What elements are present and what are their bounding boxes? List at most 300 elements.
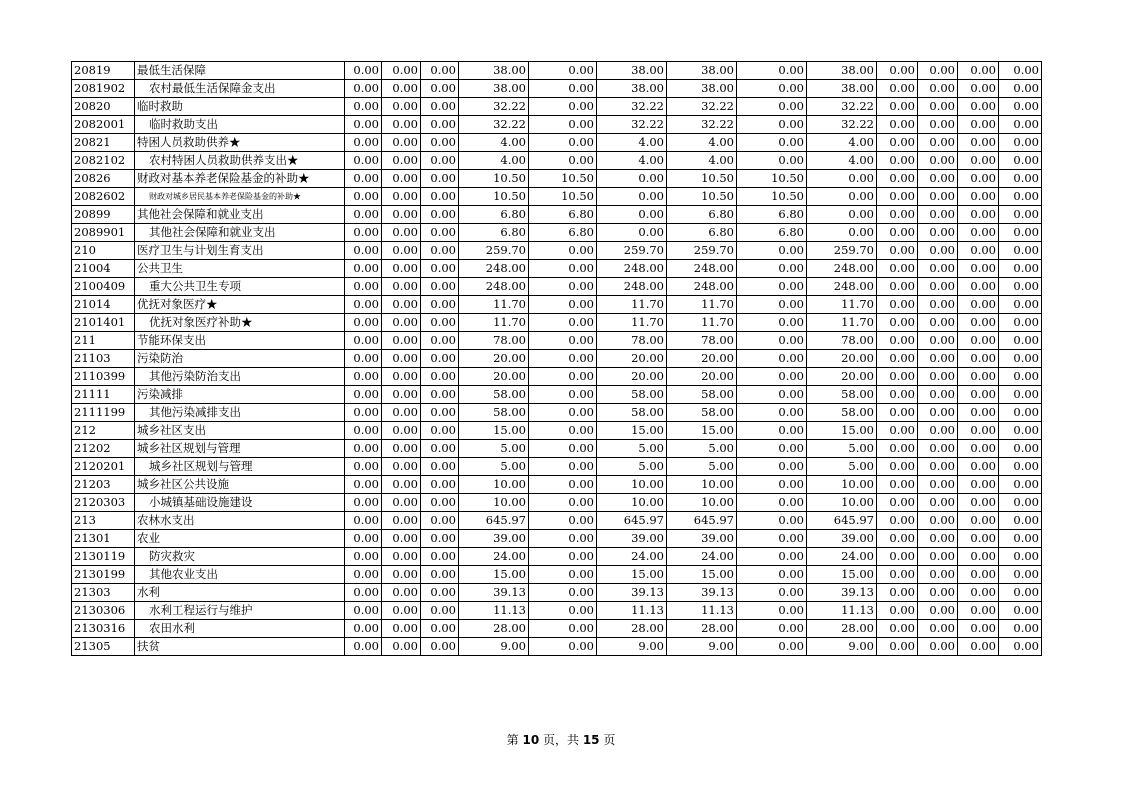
amount-cell: 0.00 [918,638,958,656]
amount-cell: 0.00 [345,584,382,602]
amount-cell: 0.00 [421,566,459,584]
amount-cell: 0.00 [529,602,597,620]
amount-cell: 9.00 [459,638,529,656]
table-row [72,134,1042,152]
amount-cell: 259.70 [807,242,877,260]
amount-cell: 0.00 [877,602,918,620]
amount-cell: 58.00 [667,386,737,404]
amount-cell: 0.00 [877,440,918,458]
amount-cell: 0.00 [737,512,807,530]
amount-cell: 0.00 [737,548,807,566]
amount-cell: 0.00 [529,350,597,368]
amount-cell: 0.00 [345,494,382,512]
amount-cell: 10.50 [529,188,597,206]
budget-table [71,61,1042,656]
amount-cell: 0.00 [958,98,999,116]
amount-cell: 0.00 [382,548,421,566]
amount-cell: 39.13 [597,584,667,602]
amount-cell: 0.00 [918,422,958,440]
subject-code-cell: 21103 [72,350,135,368]
amount-cell: 0.00 [421,476,459,494]
amount-cell: 0.00 [999,530,1042,548]
amount-cell: 0.00 [877,170,918,188]
amount-cell: 0.00 [958,548,999,566]
amount-cell: 0.00 [999,260,1042,278]
amount-cell: 32.22 [667,116,737,134]
subject-code-cell: 21014 [72,296,135,314]
subject-code-cell: 2130316 [72,620,135,638]
amount-cell: 11.70 [597,296,667,314]
amount-cell: 0.00 [421,224,459,242]
amount-cell: 0.00 [918,332,958,350]
subject-code-cell: 21303 [72,584,135,602]
amount-cell: 0.00 [529,638,597,656]
amount-cell: 20.00 [667,350,737,368]
amount-cell: 38.00 [459,62,529,80]
amount-cell: 0.00 [918,80,958,98]
amount-cell: 0.00 [958,512,999,530]
amount-cell: 0.00 [421,116,459,134]
amount-cell: 0.00 [958,368,999,386]
amount-cell: 11.70 [459,296,529,314]
amount-cell: 0.00 [737,260,807,278]
amount-cell: 0.00 [958,386,999,404]
amount-cell: 11.70 [667,296,737,314]
amount-cell: 0.00 [958,188,999,206]
table-row [72,170,1042,188]
amount-cell: 0.00 [999,566,1042,584]
amount-cell: 0.00 [382,638,421,656]
amount-cell: 0.00 [918,278,958,296]
amount-cell: 0.00 [345,476,382,494]
amount-cell: 28.00 [459,620,529,638]
amount-cell: 0.00 [999,314,1042,332]
amount-cell: 0.00 [877,332,918,350]
amount-cell: 248.00 [807,278,877,296]
amount-cell: 15.00 [459,422,529,440]
amount-cell: 0.00 [958,566,999,584]
amount-cell: 0.00 [382,98,421,116]
amount-cell: 0.00 [737,278,807,296]
amount-cell: 0.00 [999,242,1042,260]
amount-cell: 39.00 [667,530,737,548]
amount-cell: 0.00 [999,512,1042,530]
amount-cell: 4.00 [667,134,737,152]
amount-cell: 10.00 [807,476,877,494]
amount-cell: 0.00 [382,512,421,530]
subject-name-cell: 扶贫 [135,638,345,656]
amount-cell: 0.00 [345,296,382,314]
amount-cell: 32.22 [667,98,737,116]
amount-cell: 6.80 [667,224,737,242]
amount-cell: 0.00 [918,368,958,386]
amount-cell: 0.00 [529,386,597,404]
subject-code-cell: 2130306 [72,602,135,620]
amount-cell: 0.00 [958,458,999,476]
amount-cell: 0.00 [421,548,459,566]
subject-name-cell: 防灾救灾 [135,548,345,566]
amount-cell: 0.00 [958,422,999,440]
amount-cell: 32.22 [807,116,877,134]
amount-cell: 0.00 [421,278,459,296]
amount-cell: 0.00 [737,350,807,368]
amount-cell: 0.00 [421,188,459,206]
amount-cell: 15.00 [667,422,737,440]
amount-cell: 0.00 [345,314,382,332]
amount-cell: 0.00 [345,566,382,584]
amount-cell: 248.00 [597,260,667,278]
amount-cell: 0.00 [382,80,421,98]
amount-cell: 0.00 [345,80,382,98]
amount-cell: 0.00 [382,188,421,206]
subject-code-cell: 21301 [72,530,135,548]
amount-cell: 0.00 [345,242,382,260]
amount-cell: 11.13 [667,602,737,620]
amount-cell: 58.00 [667,404,737,422]
amount-cell: 10.50 [529,170,597,188]
subject-code-cell: 2100409 [72,278,135,296]
amount-cell: 0.00 [737,620,807,638]
table-row [72,296,1042,314]
amount-cell: 5.00 [807,458,877,476]
table-row [72,62,1042,80]
table-row [72,494,1042,512]
amount-cell: 11.13 [459,602,529,620]
amount-cell: 0.00 [958,620,999,638]
table-row [72,548,1042,566]
amount-cell: 0.00 [999,584,1042,602]
page-footer [0,731,1122,748]
amount-cell: 0.00 [958,584,999,602]
subject-name-cell: 临时救助 [135,98,345,116]
amount-cell: 0.00 [529,278,597,296]
amount-cell: 28.00 [807,620,877,638]
amount-cell: 0.00 [382,296,421,314]
amount-cell: 0.00 [918,224,958,242]
amount-cell: 0.00 [529,98,597,116]
amount-cell: 0.00 [529,620,597,638]
amount-cell: 0.00 [958,62,999,80]
amount-cell: 0.00 [877,224,918,242]
table-row [72,584,1042,602]
amount-cell: 0.00 [737,458,807,476]
amount-cell: 0.00 [529,368,597,386]
amount-cell: 4.00 [597,134,667,152]
amount-cell: 0.00 [918,260,958,278]
amount-cell: 0.00 [382,260,421,278]
amount-cell: 0.00 [877,206,918,224]
table-row [72,80,1042,98]
amount-cell: 0.00 [529,566,597,584]
amount-cell: 0.00 [345,332,382,350]
amount-cell: 0.00 [918,404,958,422]
amount-cell: 4.00 [807,152,877,170]
amount-cell: 0.00 [877,404,918,422]
amount-cell: 0.00 [529,404,597,422]
subject-code-cell: 2089901 [72,224,135,242]
amount-cell: 15.00 [807,422,877,440]
table-row [72,440,1042,458]
amount-cell: 0.00 [999,476,1042,494]
amount-cell: 0.00 [382,206,421,224]
subject-name-cell: 其他污染防治支出 [135,368,345,386]
amount-cell: 0.00 [918,566,958,584]
table-row [72,350,1042,368]
amount-cell: 0.00 [382,224,421,242]
amount-cell: 9.00 [597,638,667,656]
amount-cell: 0.00 [999,638,1042,656]
subject-code-cell: 20820 [72,98,135,116]
amount-cell: 0.00 [877,548,918,566]
amount-cell: 0.00 [877,350,918,368]
amount-cell: 9.00 [667,638,737,656]
amount-cell: 0.00 [421,242,459,260]
table-row [72,224,1042,242]
amount-cell: 0.00 [382,332,421,350]
amount-cell: 0.00 [877,368,918,386]
subject-name-cell: 城乡社区规划与管理 [135,440,345,458]
amount-cell: 0.00 [877,530,918,548]
amount-cell: 10.00 [667,476,737,494]
amount-cell: 0.00 [737,152,807,170]
table-row [72,422,1042,440]
amount-cell: 11.70 [597,314,667,332]
table-row [72,206,1042,224]
amount-cell: 0.00 [737,134,807,152]
amount-cell: 0.00 [737,386,807,404]
amount-cell: 15.00 [807,566,877,584]
amount-cell: 5.00 [597,458,667,476]
amount-cell: 0.00 [877,512,918,530]
amount-cell: 0.00 [737,296,807,314]
amount-cell: 39.13 [667,584,737,602]
amount-cell: 24.00 [807,548,877,566]
amount-cell: 0.00 [877,260,918,278]
amount-cell: 0.00 [737,242,807,260]
amount-cell: 0.00 [737,368,807,386]
amount-cell: 0.00 [958,404,999,422]
amount-cell: 0.00 [918,116,958,134]
amount-cell: 6.80 [737,206,807,224]
amount-cell: 0.00 [382,386,421,404]
amount-cell: 0.00 [597,188,667,206]
amount-cell: 0.00 [877,296,918,314]
amount-cell: 0.00 [999,620,1042,638]
subject-name-cell: 水利工程运行与维护 [135,602,345,620]
amount-cell: 0.00 [958,242,999,260]
table-row [72,512,1042,530]
amount-cell: 0.00 [737,476,807,494]
amount-cell: 11.70 [667,314,737,332]
amount-cell: 0.00 [382,494,421,512]
amount-cell: 58.00 [807,386,877,404]
amount-cell: 0.00 [877,152,918,170]
amount-cell: 0.00 [918,530,958,548]
amount-cell: 0.00 [999,80,1042,98]
amount-cell: 0.00 [529,494,597,512]
subject-code-cell: 20821 [72,134,135,152]
amount-cell: 0.00 [382,566,421,584]
amount-cell: 0.00 [345,404,382,422]
amount-cell: 248.00 [459,278,529,296]
amount-cell: 645.97 [459,512,529,530]
table-row [72,620,1042,638]
amount-cell: 0.00 [918,242,958,260]
amount-cell: 0.00 [999,332,1042,350]
subject-name-cell: 农林水支出 [135,512,345,530]
amount-cell: 0.00 [421,386,459,404]
amount-cell: 0.00 [345,224,382,242]
amount-cell: 0.00 [345,116,382,134]
amount-cell: 0.00 [918,296,958,314]
amount-cell: 10.50 [459,188,529,206]
amount-cell: 0.00 [382,278,421,296]
subject-code-cell: 212 [72,422,135,440]
amount-cell: 15.00 [597,422,667,440]
amount-cell: 0.00 [382,134,421,152]
amount-cell: 10.50 [459,170,529,188]
amount-cell: 0.00 [999,152,1042,170]
amount-cell: 0.00 [877,188,918,206]
amount-cell: 0.00 [421,512,459,530]
amount-cell: 259.70 [667,242,737,260]
amount-cell: 78.00 [667,332,737,350]
amount-cell: 0.00 [877,584,918,602]
subject-code-cell: 20819 [72,62,135,80]
amount-cell: 58.00 [459,404,529,422]
subject-name-cell: 特困人员救助供养★ [135,134,345,152]
amount-cell: 0.00 [382,152,421,170]
amount-cell: 0.00 [958,602,999,620]
amount-cell: 11.70 [807,296,877,314]
amount-cell: 0.00 [345,188,382,206]
amount-cell: 0.00 [918,152,958,170]
amount-cell: 0.00 [737,584,807,602]
amount-cell: 0.00 [958,530,999,548]
amount-cell: 0.00 [999,548,1042,566]
amount-cell: 0.00 [737,314,807,332]
amount-cell: 0.00 [958,170,999,188]
amount-cell: 0.00 [807,188,877,206]
amount-cell: 0.00 [421,134,459,152]
amount-cell: 0.00 [421,260,459,278]
amount-cell: 0.00 [877,422,918,440]
amount-cell: 0.00 [737,494,807,512]
amount-cell: 38.00 [807,62,877,80]
subject-name-cell: 城乡社区规划与管理 [135,458,345,476]
amount-cell: 645.97 [807,512,877,530]
amount-cell: 20.00 [459,368,529,386]
subject-name-cell: 其他农业支出 [135,566,345,584]
subject-name-cell: 污染防治 [135,350,345,368]
amount-cell: 5.00 [807,440,877,458]
amount-cell: 0.00 [958,332,999,350]
amount-cell: 0.00 [345,458,382,476]
amount-cell: 0.00 [421,422,459,440]
subject-code-cell: 2120201 [72,458,135,476]
amount-cell: 0.00 [421,152,459,170]
amount-cell: 0.00 [918,98,958,116]
amount-cell: 0.00 [529,152,597,170]
amount-cell: 248.00 [667,278,737,296]
amount-cell: 0.00 [999,170,1042,188]
amount-cell: 0.00 [529,422,597,440]
amount-cell: 0.00 [529,584,597,602]
subject-name-cell: 最低生活保障 [135,62,345,80]
amount-cell: 0.00 [597,170,667,188]
amount-cell: 0.00 [999,350,1042,368]
amount-cell: 0.00 [345,512,382,530]
amount-cell: 10.00 [597,494,667,512]
amount-cell: 0.00 [918,620,958,638]
amount-cell: 10.00 [667,494,737,512]
amount-cell: 0.00 [807,206,877,224]
amount-cell: 0.00 [958,350,999,368]
amount-cell: 0.00 [999,278,1042,296]
amount-cell: 0.00 [958,278,999,296]
amount-cell: 259.70 [597,242,667,260]
amount-cell: 0.00 [877,116,918,134]
amount-cell: 0.00 [958,206,999,224]
amount-cell: 0.00 [918,602,958,620]
amount-cell: 0.00 [737,440,807,458]
amount-cell: 0.00 [958,296,999,314]
amount-cell: 0.00 [529,548,597,566]
amount-cell: 0.00 [529,80,597,98]
amount-cell: 0.00 [421,458,459,476]
amount-cell: 24.00 [667,548,737,566]
amount-cell: 0.00 [382,314,421,332]
subject-name-cell: 公共卫生 [135,260,345,278]
subject-name-cell: 重大公共卫生专项 [135,278,345,296]
amount-cell: 0.00 [345,152,382,170]
amount-cell: 0.00 [877,278,918,296]
subject-code-cell: 20826 [72,170,135,188]
table-row [72,260,1042,278]
subject-code-cell: 210 [72,242,135,260]
amount-cell: 0.00 [382,584,421,602]
amount-cell: 6.80 [667,206,737,224]
amount-cell: 0.00 [877,566,918,584]
amount-cell: 0.00 [382,404,421,422]
amount-cell: 0.00 [807,224,877,242]
amount-cell: 20.00 [807,350,877,368]
table-row [72,458,1042,476]
amount-cell: 0.00 [737,332,807,350]
amount-cell: 10.00 [807,494,877,512]
subject-code-cell: 2111199 [72,404,135,422]
amount-cell: 0.00 [345,422,382,440]
amount-cell: 0.00 [345,386,382,404]
amount-cell: 0.00 [737,80,807,98]
amount-cell: 0.00 [529,116,597,134]
amount-cell: 0.00 [345,638,382,656]
amount-cell: 0.00 [877,314,918,332]
subject-code-cell: 2110399 [72,368,135,386]
amount-cell: 38.00 [667,62,737,80]
amount-cell: 20.00 [667,368,737,386]
table-row [72,278,1042,296]
subject-name-cell: 其他污染减排支出 [135,404,345,422]
amount-cell: 0.00 [345,530,382,548]
amount-cell: 0.00 [421,170,459,188]
amount-cell: 0.00 [999,116,1042,134]
table-row [72,368,1042,386]
amount-cell: 58.00 [597,386,667,404]
amount-cell: 0.00 [382,422,421,440]
table-row [72,314,1042,332]
amount-cell: 0.00 [918,458,958,476]
